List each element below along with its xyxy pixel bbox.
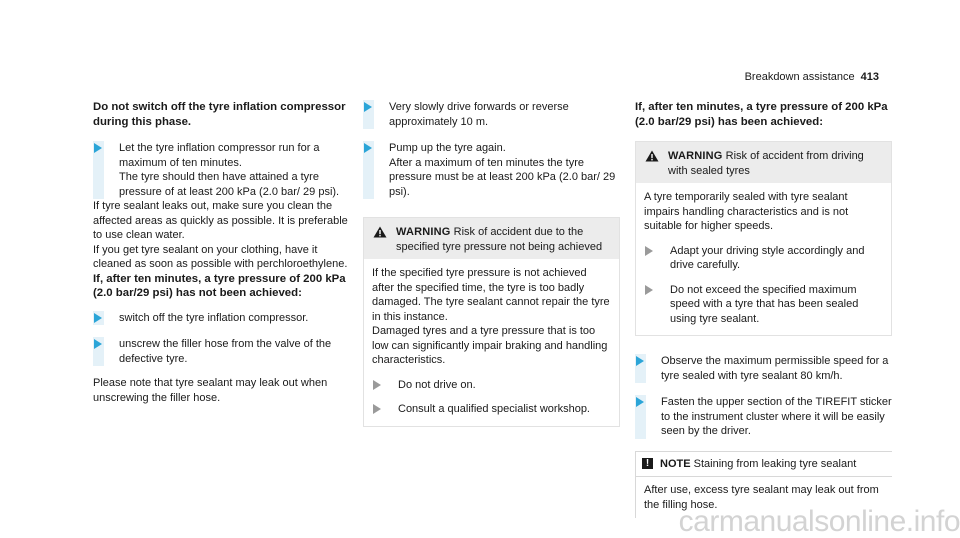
warning-body <box>636 183 891 335</box>
bullet-text: Pump up the tyre again. <box>389 142 506 154</box>
warning-triangle-icon <box>645 150 659 162</box>
bullet-text: Observe the maximum permissible speed for a tyre sealed with tyre sealant 80 km/h. <box>661 355 889 382</box>
section-title: Breakdown assistance <box>744 71 855 83</box>
page-header <box>745 70 879 85</box>
warning-label: WARNING <box>668 150 723 162</box>
bullet-text: Consult a qualified specialist workshop. <box>398 403 590 415</box>
arrow-icon <box>94 313 102 323</box>
bullet-text: After a maximum of ten minutes the tyre pressure must be at least 200 kPa (2.0 bar/ 29 psi). <box>389 156 616 198</box>
bullet-text: unscrew the filler hose from the valve of the defective tyre. <box>119 338 332 365</box>
bullet-fasten-sticker <box>635 395 892 439</box>
bullet-pump-again <box>363 141 620 199</box>
bullet-do-not-drive <box>372 378 611 393</box>
warning-title: Risk of accident due to the specified tyre pressure not being achieved <box>396 226 603 253</box>
arrow-icon <box>373 380 381 390</box>
arrow-icon <box>94 339 102 349</box>
paragraph-note-leak: Please note that tyre sealant may leak out when unscrewing the filler hose. <box>93 377 328 404</box>
note-title: Staining from leaking tyre sealant <box>693 457 857 470</box>
warning-triangle-icon <box>373 226 387 238</box>
bullet-consult-workshop <box>372 402 611 417</box>
bullet-text: Adapt your driving style accordingly and drive carefully. <box>670 244 865 271</box>
arrow-icon <box>636 397 644 407</box>
page-number: 413 <box>860 71 879 83</box>
warning-box-pressure <box>363 217 620 427</box>
arrow-icon <box>645 285 653 295</box>
column-1 <box>93 100 350 405</box>
bullet-text: Do not drive on. <box>398 378 476 391</box>
heading-compressor: Do not switch off the tyre inflation compressor during this phase. <box>93 101 346 128</box>
bullet-text: Let the tyre inflation compressor run for a maximum of ten minutes. <box>119 142 320 169</box>
heading-achieved: If, after ten minutes, a tyre pressure of 200 kPa (2.0 bar/29 psi) has been achieved: <box>635 101 888 128</box>
bullet-switch-off <box>93 311 350 326</box>
bullet-adapt-driving <box>644 244 883 273</box>
arrow-icon <box>364 102 372 112</box>
bullet-drive-slowly <box>363 100 620 129</box>
arrow-icon <box>645 246 653 256</box>
bullet-run-compressor <box>93 141 350 199</box>
column-3 <box>635 100 892 518</box>
watermark: carmanualsonline.info <box>678 504 960 538</box>
warning-text: If the specified tyre pressure is not achieved after the specified time, the tyre is too badly damaged. The tyre sealant cannot repair the tyre in this instance. <box>372 267 610 323</box>
arrow-icon <box>364 143 372 153</box>
arrow-icon <box>636 356 644 366</box>
bullet-text: switch off the tyre inflation compressor. <box>119 311 309 324</box>
note-header <box>636 452 892 477</box>
warning-box-sealed <box>635 141 892 336</box>
note-text: After use, excess tyre sealant may leak out from the filling hose. <box>644 484 879 511</box>
warning-text: Damaged tyres and a tyre pressure that is too low can significantly impair braking and handling characteristics. <box>372 325 608 366</box>
bullet-max-speed <box>644 283 883 327</box>
note-label: NOTE <box>660 457 691 470</box>
bullet-text: Fasten the upper section of the TIREFIT sticker to the instrument cluster where it will be easily seen by the driver. <box>661 396 892 437</box>
paragraph-sealant-leak: If tyre sealant leaks out, make sure you clean the affected areas as quickly as possible. It is preferable to use clean water. <box>93 200 348 241</box>
arrow-icon <box>373 404 381 414</box>
warning-label: WARNING <box>396 226 451 238</box>
warning-title: Risk of accident from driving with sealed tyres <box>668 150 864 177</box>
arrow-icon <box>94 143 102 153</box>
paragraph-clothing: If you get tyre sealant on your clothing, have it cleaned as soon as possible with perchloroethylene. <box>93 243 348 270</box>
warning-header <box>636 142 891 183</box>
warning-text: A tyre temporarily sealed with tyre sealant impairs handling characteristics and is not suitable for higher speeds. <box>644 191 849 232</box>
exclamation-icon: ! <box>642 458 653 469</box>
column-2 <box>363 100 620 427</box>
warning-body <box>364 259 619 426</box>
bullet-unscrew-hose <box>93 337 350 366</box>
bullet-text: Very slowly drive forwards or reverse approximately 10 m. <box>389 101 569 128</box>
warning-header <box>364 218 619 259</box>
heading-not-achieved: If, after ten minutes, a tyre pressure of 200 kPa (2.0 bar/29 psi) has not been achieved: <box>93 272 346 299</box>
bullet-observe-speed <box>635 354 892 383</box>
bullet-text: The tyre should then have attained a tyre pressure of at least 200 kPa (2.0 bar/ 29 psi). <box>119 171 340 198</box>
bullet-text: Do not exceed the specified maximum speed with a tyre that has been sealed using tyre sealant. <box>670 283 859 325</box>
